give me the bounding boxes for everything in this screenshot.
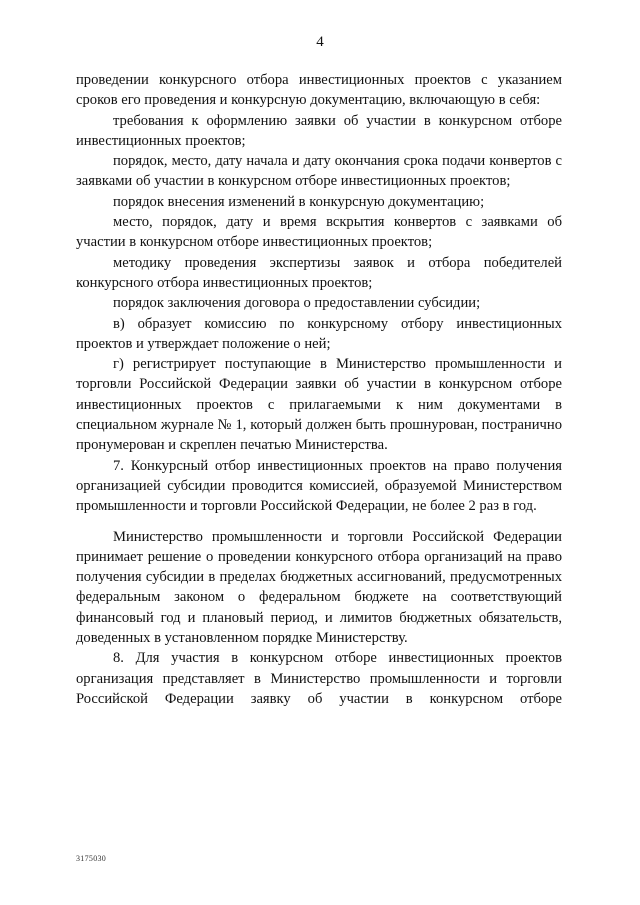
paragraph-list-item: место, порядок, дату и время вскрытия конвертов с заявками об участии в конкурсном отборе инвестиционных проектов; bbox=[76, 214, 562, 251]
document-code: 3175030 bbox=[76, 854, 107, 863]
paragraph-list-item: требования к оформлению заявки об участии в конкурсном отборе инвестиционных проектов; bbox=[76, 112, 562, 149]
page-number: 4 bbox=[316, 34, 324, 50]
paragraph-list-item: порядок заключения договора о предоставлении субсидии; bbox=[113, 295, 481, 312]
paragraph-clause-7: 7. Конкурсный отбор инвестиционных проектов на право получения организацией субсидии проводится комиссией, образуемой Министерством промышленности и торговли Российской Федерации, не более 2 раз в год. bbox=[76, 457, 562, 515]
paragraph-list-item: порядок, место, дату начала и дату окончания срока подачи конвертов с заявками об участии в конкурсном отборе инвестиционных проектов; bbox=[76, 153, 562, 190]
paragraph-clause-8: 8. Для участия в конкурсном отборе инвестиционных проектов организация представляет в Министерство промышленности и торговли Российской Федерации заявку об участии в конкурсном отборе bbox=[76, 650, 562, 707]
paragraph-subitem-g: г) регистрирует поступающие в Министерство промышленности и торговли Российской Федерации заявки об участии в конкурсном отборе инвестиционных проектов с прилагаемыми к ним документами в специальном журнале № 1, который должен быть прошнурован, постранично пронумерован и скреплен печатью Министерства. bbox=[76, 356, 562, 454]
paragraph-list-item: методику проведения экспертизы заявок и отбора победителей конкурсного отбора инвестиционных проектов; bbox=[76, 254, 562, 291]
paragraph-continuation: проведении конкурсного отбора инвестиционных проектов с указанием сроков его проведения и конкурсную документацию, включающую в себя: bbox=[76, 72, 562, 109]
paragraph-list-item: порядок внесения изменений в конкурсную документацию; bbox=[113, 193, 485, 210]
document-body bbox=[76, 70, 562, 709]
paragraph-subitem-v: в) образует комиссию по конкурсному отбору инвестиционных проектов и утверждает положение о ней; bbox=[76, 315, 562, 352]
paragraph-ministry-decision: Министерство промышленности и торговли Российской Федерации принимает решение о проведении конкурсного отбора организаций на право получения субсидии в пределах бюджетных ассигнований, предусмотренных федеральным законом о федеральном бюджете на соответствующий финансовый год и плановый период, и лимитов бюджетных обязательств, доведенных в установленном порядке Министерству. bbox=[76, 528, 562, 647]
